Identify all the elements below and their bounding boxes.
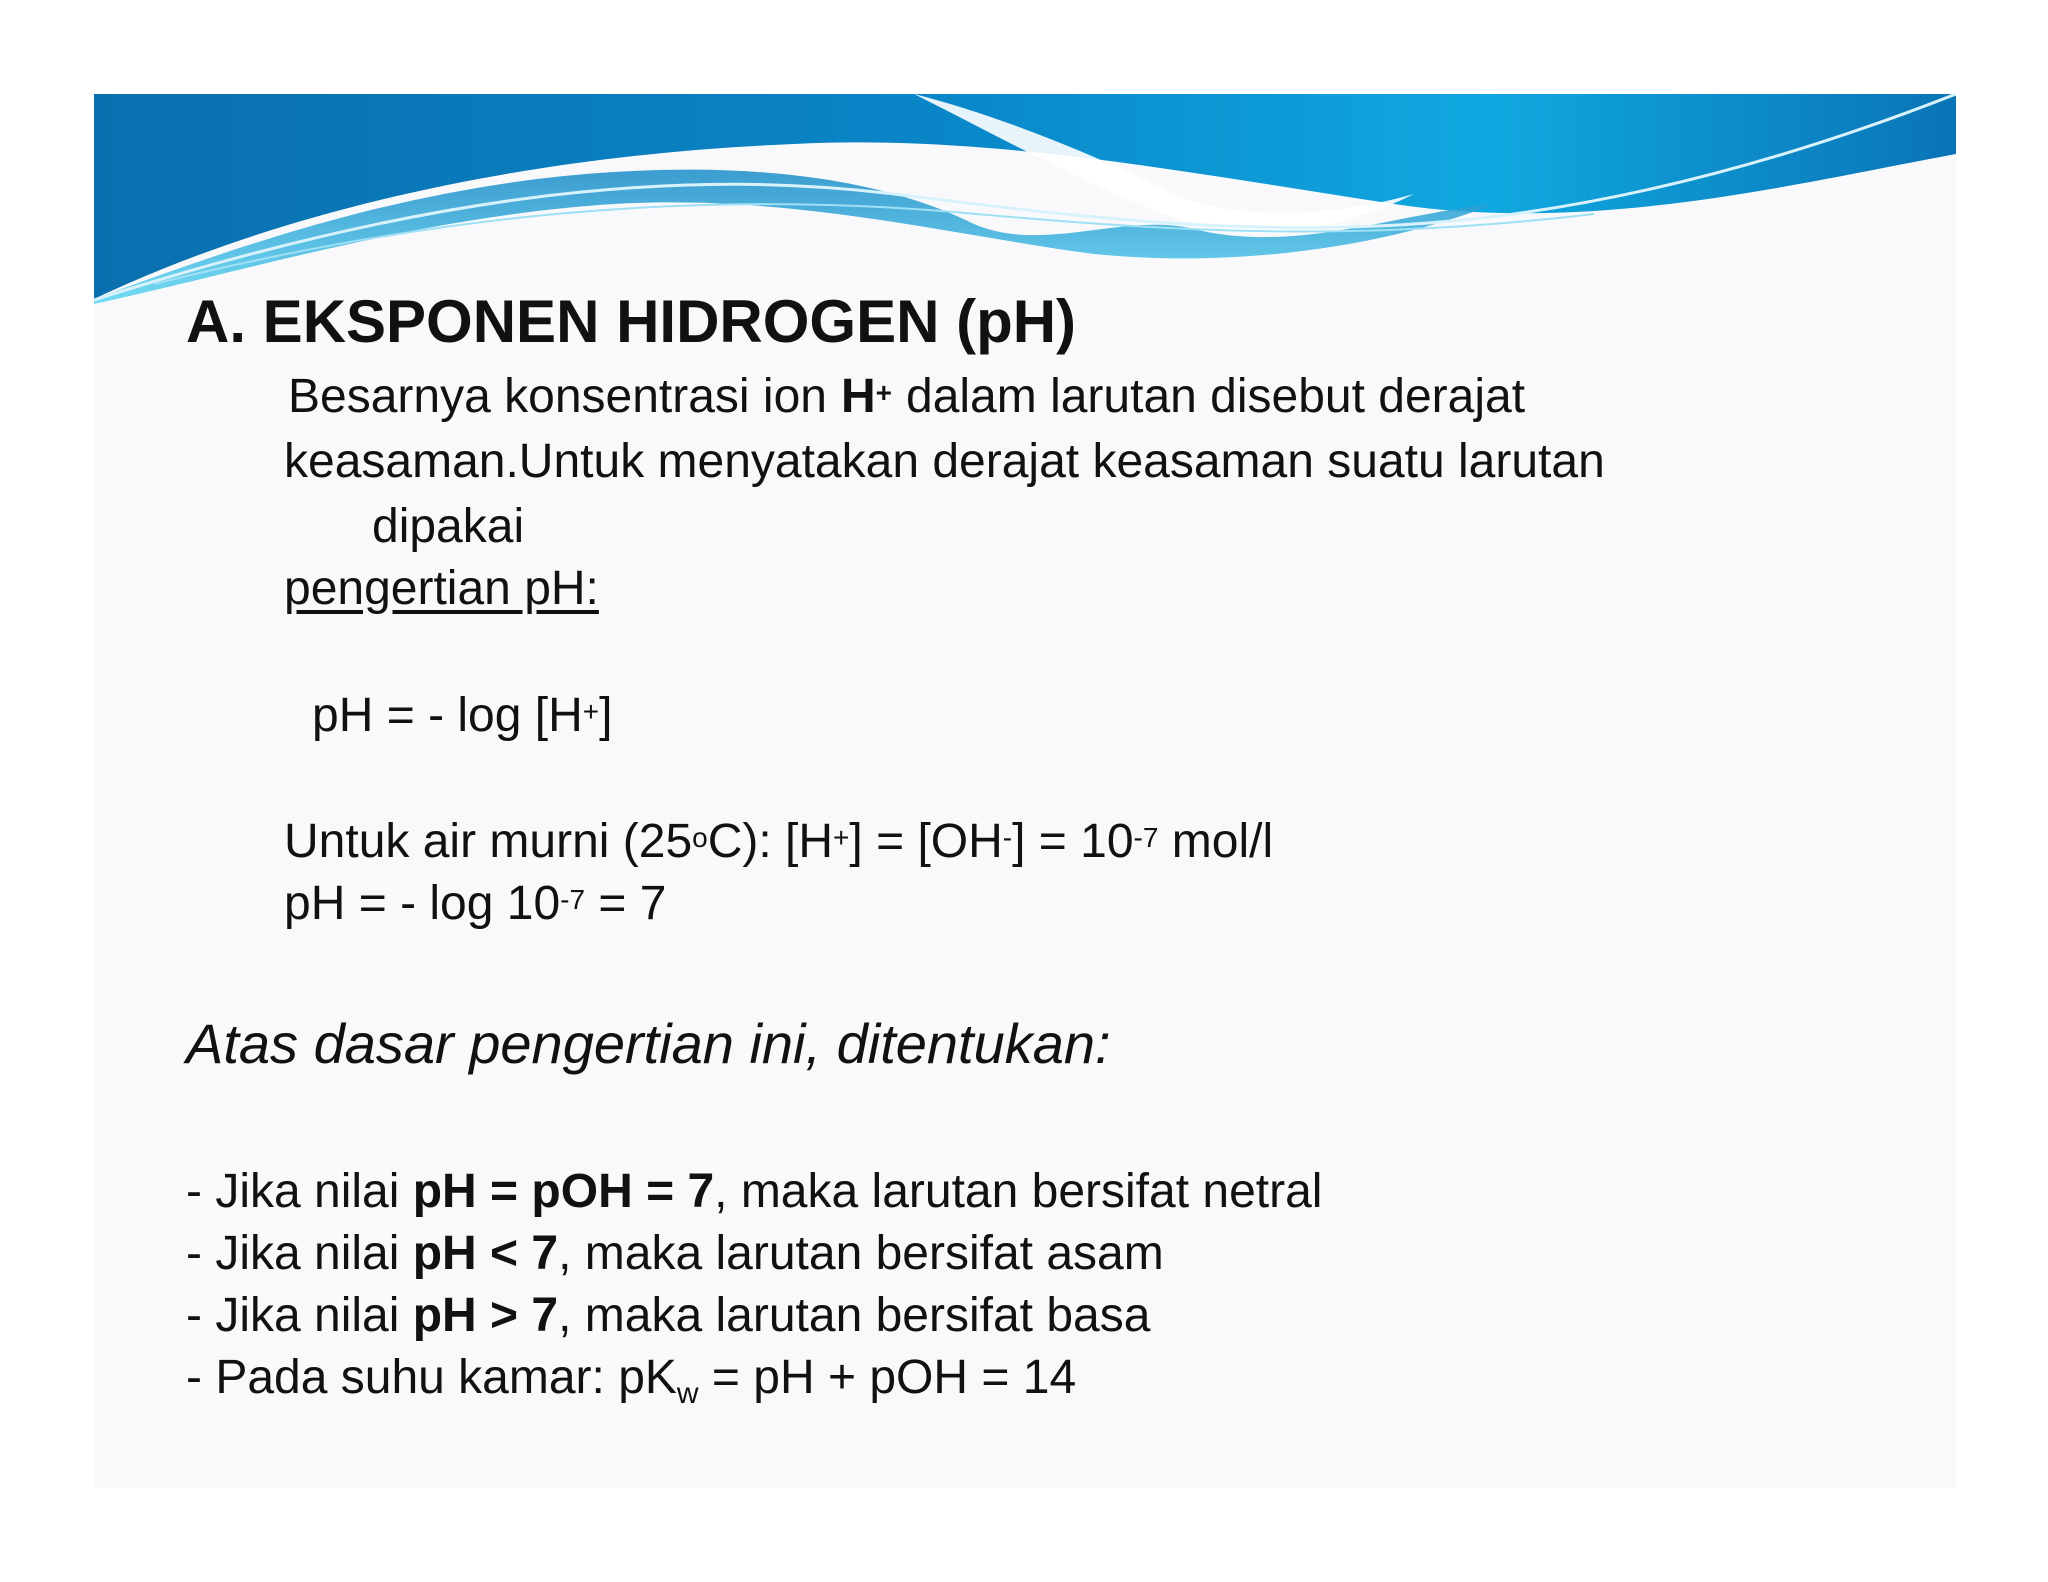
kw-subscript: w (676, 1377, 699, 1410)
pw-ph-text: pH = - log 10 (284, 877, 561, 930)
pw-plus: + (833, 822, 850, 853)
kw-text: - Pada suhu kamar: pK (186, 1351, 677, 1404)
rule-prefix: - Jika nilai (186, 1227, 413, 1280)
pw-unit: mol/l (1158, 815, 1274, 868)
pw-ph-result: = 7 (585, 877, 667, 930)
pw-ph-exponent: -7 (560, 884, 586, 915)
ph-formula-charge: + (582, 696, 600, 727)
rule-base (186, 1288, 1150, 1344)
definition-label: pengertian pH: (284, 562, 599, 615)
rule-condition: pH < 7 (412, 1227, 559, 1280)
ph-formula-text: pH = - log [H (312, 689, 583, 742)
slide-title: A. EKSPONEN HIDROGEN (pH) (186, 288, 1077, 355)
rule-acid (186, 1226, 1164, 1282)
rule-condition: pH = pOH = 7 (412, 1165, 715, 1218)
ph-formula-bracket: ] (599, 689, 613, 742)
pure-water-ph-line (284, 876, 666, 932)
kw-equation: = pH + pOH = 14 (698, 1351, 1077, 1404)
rule-kw (186, 1350, 1076, 1412)
rule-result: , maka larutan bersifat asam (558, 1227, 1164, 1280)
intro-line-3: dipakai (372, 500, 525, 553)
subheading: Atas dasar pengertian ini, ditentukan: (186, 1012, 1111, 1075)
intro-line-1 (288, 369, 1525, 425)
pw-text-b: C): [H (707, 815, 834, 868)
rule-prefix: - Jika nilai (186, 1165, 413, 1218)
pw-text-d: ] = 10 (1012, 815, 1134, 868)
slide (94, 94, 1956, 1488)
rule-result: , maka larutan bersifat netral (714, 1165, 1323, 1218)
pw-text-c: ] = [OH (849, 815, 1003, 868)
pw-exponent: -7 (1133, 822, 1159, 853)
intro-line-2: keasaman.Untuk menyatakan derajat keasaman suatu larutan (284, 435, 1605, 488)
pure-water-line (284, 814, 1273, 870)
rule-result: , maka larutan bersifat basa (558, 1289, 1151, 1342)
pw-minus: - (1002, 822, 1013, 853)
ph-formula (312, 688, 612, 744)
h-ion-charge: + (875, 377, 892, 408)
wave-banner (94, 94, 1956, 304)
rule-prefix: - Jika nilai (186, 1289, 413, 1342)
rule-condition: pH > 7 (412, 1289, 559, 1342)
intro-text: Besarnya konsentrasi ion (288, 370, 827, 423)
pw-text-a: Untuk air murni (25 (284, 815, 693, 868)
h-ion-symbol: H (840, 370, 876, 423)
pw-degree: o (692, 822, 708, 853)
wave-back (94, 94, 1956, 299)
rule-neutral (186, 1164, 1322, 1220)
intro-text-cont: dalam larutan disebut derajat (906, 370, 1526, 423)
